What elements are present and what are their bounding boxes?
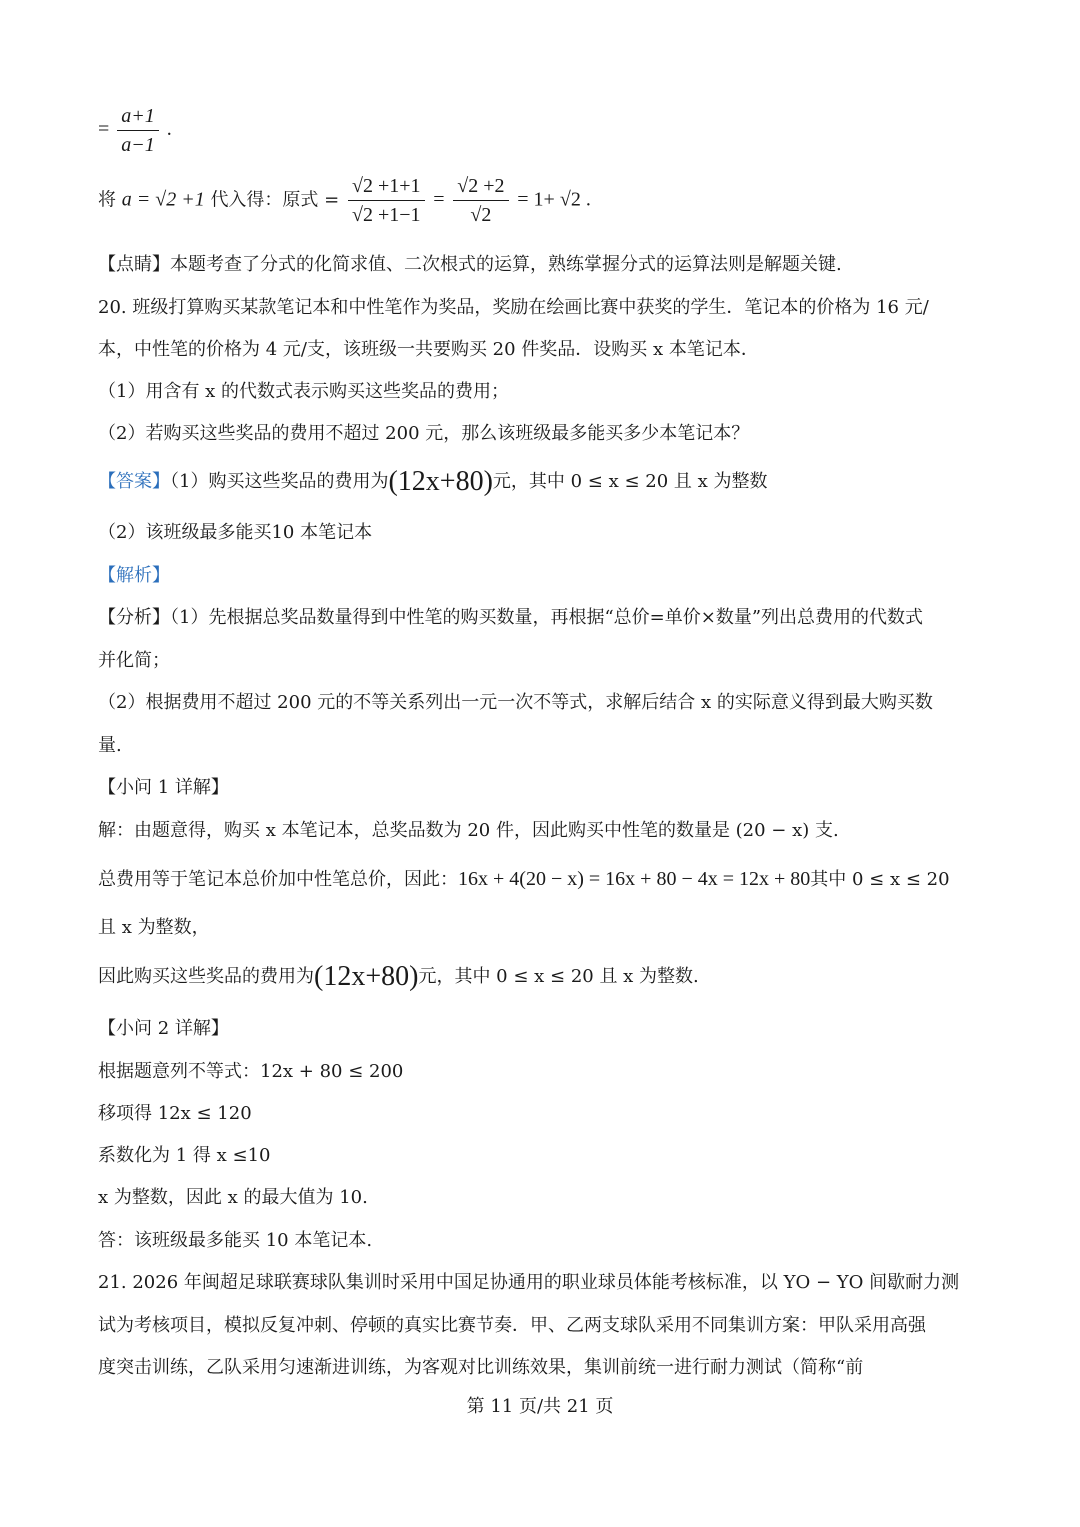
period: . bbox=[166, 118, 172, 141]
result-fraction-line bbox=[98, 104, 172, 157]
analysis-line-2: （2）根据费用不超过 200 元的不等关系列出一元一次不等式，求解后结合 x 的实际意义得到最大购买数 bbox=[98, 692, 933, 713]
fraction-2-denominator: √2 bbox=[470, 204, 492, 226]
sub2-line-5: 答：该班级最多能买 10 本笔记本. bbox=[98, 1230, 373, 1251]
sub1-title: 【小问 1 详解】 bbox=[98, 777, 229, 798]
fraction-1-numerator: √2 +1+1 bbox=[348, 174, 425, 201]
q20-part-1: （1）用含有 x 的代数式表示购买这些奖品的费用； bbox=[98, 381, 510, 402]
analysis-line-1: 【分析】（1）先根据总奖品数量得到中性笔的购买数量，再根据“总价=单价×数量”列出总费用的代数式 bbox=[98, 607, 924, 628]
sub1-line-4 bbox=[98, 961, 699, 992]
answer-1-pre: （1）购买这些奖品的费用为 bbox=[170, 471, 389, 492]
sub1-line-4-pre: 因此购买这些奖品的费用为 bbox=[98, 966, 314, 987]
sub1-line-2-expr: 16x + 4(20 − x) = 16x + 80 − 4x = 12x + 80 bbox=[458, 868, 811, 890]
equals-sign-2: = bbox=[433, 188, 445, 211]
subst-result: = 1+ √2 . bbox=[517, 188, 591, 211]
sub1-line-2-post: 其中 0 ≤ x ≤ 20 bbox=[810, 869, 950, 890]
sub2-title: 【小问 2 详解】 bbox=[98, 1018, 229, 1039]
answer-line-2: （2）该班级最多能买10 本笔记本 bbox=[98, 522, 373, 543]
sub1-line-1: 解：由题意得，购买 x 本笔记本，总奖品数为 20 件，因此购买中性笔的数量是 (20 − x) 支. bbox=[98, 820, 839, 841]
answer-line-1 bbox=[98, 466, 768, 497]
sub2-line-3: 系数化为 1 得 x ≤10 bbox=[98, 1145, 271, 1166]
fraction-a bbox=[117, 104, 159, 157]
equals-sign: = bbox=[98, 118, 110, 141]
subst-mid: 代入得：原式 = bbox=[210, 189, 340, 211]
fraction-1-denominator: √2 +1−1 bbox=[351, 204, 421, 226]
q20-part-2: （2）若购买这些奖品的费用不超过 200 元，那么该班级最多能买多少本笔记本？ bbox=[98, 423, 750, 444]
fraction-2 bbox=[453, 174, 508, 227]
analysis-tag: 【解析】 bbox=[98, 565, 170, 586]
page-footer: 第 11 页/共 21 页 bbox=[466, 1396, 614, 1417]
q20-line-1: 20. 班级打算购买某款笔记本和中性笔作为奖品，奖励在绘画比赛中获奖的学生．笔记本的价格为 16 元/ bbox=[98, 297, 929, 318]
q21-line-1: 21. 2026 年闽超足球联赛球队集训时采用中国足协通用的职业球员体能考核标准，以 YO − YO 间歇耐力测 bbox=[98, 1272, 960, 1293]
sub1-line-3: 且 x 为整数， bbox=[98, 917, 210, 938]
q20-line-2: 本，中性笔的价格为 4 元/支，该班级一共要购买 20 件奖品．设购买 x 本笔记本． bbox=[98, 339, 759, 360]
fraction-denominator: a−1 bbox=[121, 134, 155, 156]
sub1-line-2-pre: 总费用等于笔记本总价加中性笔总价，因此： bbox=[98, 869, 458, 890]
sub2-line-2: 移项得 12x ≤ 120 bbox=[98, 1103, 252, 1124]
sub1-line-4-post: 元，其中 0 ≤ x ≤ 20 且 x 为整数. bbox=[418, 966, 699, 987]
analysis-line-1b: 并化简； bbox=[98, 650, 170, 671]
subst-lead: 将 bbox=[98, 189, 116, 211]
fraction-1 bbox=[348, 174, 425, 227]
fraction-2-numerator: √2 +2 bbox=[453, 174, 508, 201]
sub2-line-4: x 为整数，因此 x 的最大值为 10. bbox=[98, 1187, 368, 1208]
a-value: a = √2 +1 bbox=[121, 188, 205, 211]
comment-line: 【点睛】本题考查了分式的化简求值、二次根式的运算，熟练掌握分式的运算法则是解题关键. bbox=[98, 254, 842, 275]
fraction-numerator: a+1 bbox=[117, 104, 159, 131]
answer-tag: 【答案】 bbox=[98, 471, 170, 492]
analysis-line-2b: 量. bbox=[98, 735, 122, 756]
q21-line-2: 试为考核项目，模拟反复冲刺、停顿的真实比赛节奏．甲、乙两支球队采用不同集训方案：甲队采用高强 bbox=[98, 1315, 926, 1336]
sub1-line-2 bbox=[98, 866, 950, 893]
substitution-line bbox=[98, 174, 591, 227]
sub2-line-1: 根据题意列不等式：12x + 80 ≤ 200 bbox=[98, 1061, 404, 1082]
answer-1-expr: (12x+80) bbox=[388, 466, 493, 497]
sub1-line-4-expr: (12x+80) bbox=[314, 961, 419, 992]
answer-1-post: 元，其中 0 ≤ x ≤ 20 且 x 为整数 bbox=[492, 471, 768, 492]
q21-line-3: 度突击训练，乙队采用匀速渐进训练，为客观对比训练效果，集训前统一进行耐力测试（简称“前 bbox=[98, 1357, 864, 1378]
